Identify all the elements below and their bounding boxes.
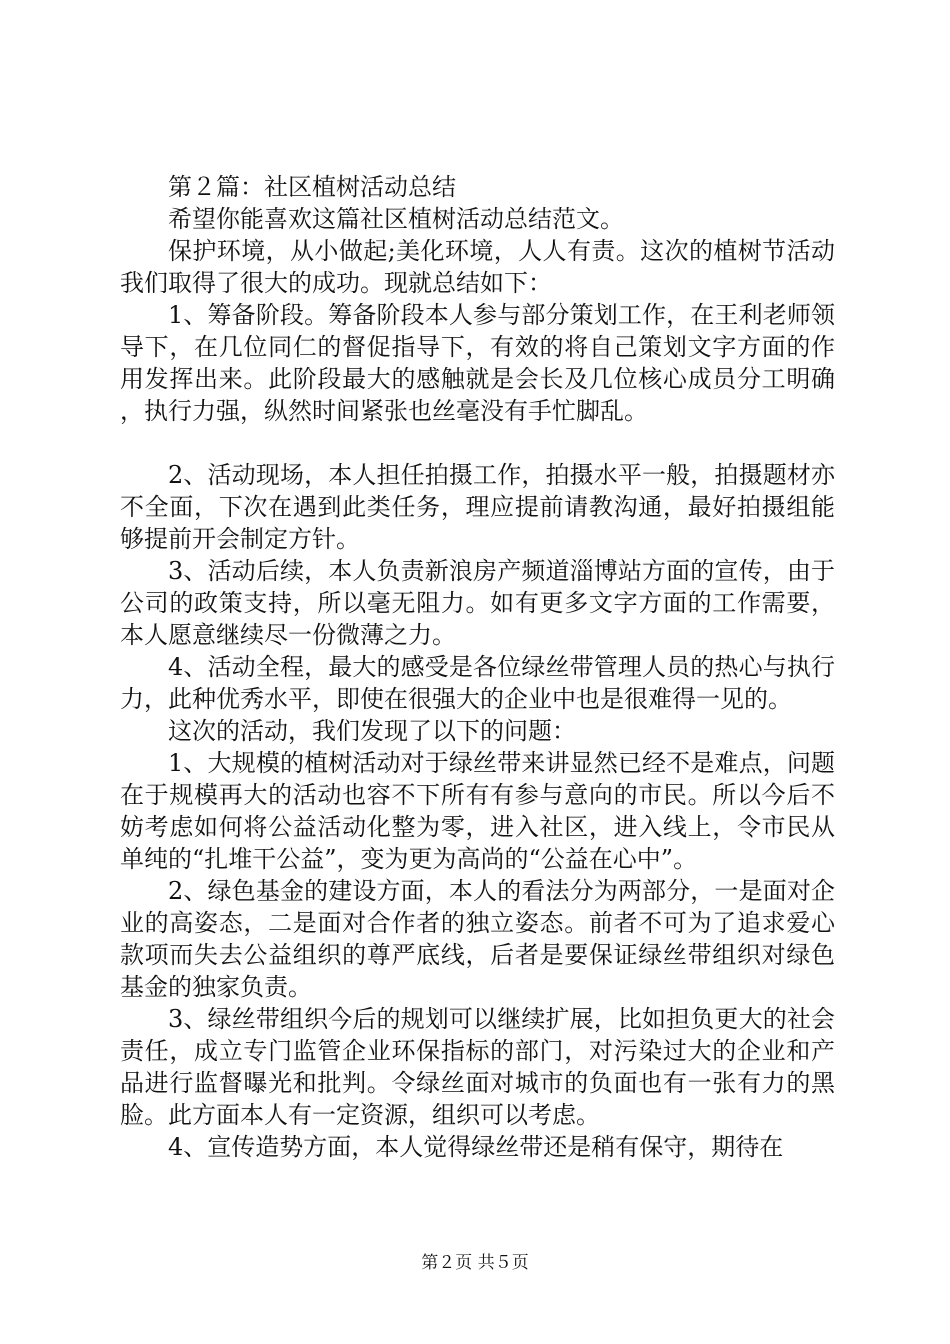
section-title: 第２篇：社区植树活动总结 [168, 173, 456, 201]
page-number-footer: 第２页 共５页 [421, 1253, 529, 1273]
problem-publicity: 4、宣传造势方面，本人觉得绿丝带还是稍有保守，期待在 [168, 1133, 784, 1161]
problems-heading: 这次的活动，我们发现了以下的问题： [168, 717, 576, 745]
item-followup: 3、活动后续，本人负责新浪房产频道淄博站方面的宣传，由于公司的政策支持，所以毫无阻力。如有更多文字方面的工作需要，本人愿意继续尽一份微薄之力。 [120, 557, 835, 649]
problem-green-fund: 2、绿色基金的建设方面，本人的看法分为两部分，一是面对企业的高姿态，二是面对合作者的独立姿态。前者不可为了追求爱心款项而失去公益组织的尊严底线，后者是要保证绿丝带组织对绿色基金的独家负责。 [120, 877, 835, 1001]
item-overall: 4、活动全程，最大的感受是各位绿丝带管理人员的热心与执行力，此种优秀水平，即使在很强大的企业中也是很难得一见的。 [120, 653, 835, 713]
intro-paragraph: 希望你能喜欢这篇社区植树活动总结范文。 [168, 205, 624, 233]
item-preparation: 1、筹备阶段。筹备阶段本人参与部分策划工作，在王利老师领导下，在几位同仁的督促指导下，有效的将自己策划文字方面的作用发挥出来。此阶段最大的感触就是会长及几位核心成员分工明确，执行力强，纵然时间紧张也丝毫没有手忙脚乱。 [120, 301, 835, 425]
item-onsite: 2、活动现场，本人担任拍摄工作，拍摄水平一般，拍摄题材亦不全面，下次在遇到此类任务，理应提前请教沟通，最好拍摄组能够提前开会制定方针。 [120, 461, 835, 553]
document-body [120, 171, 835, 1163]
problem-planning: 3、绿丝带组织今后的规划可以继续扩展，比如担负更大的社会责任，成立专门监管企业环保指标的部门，对污染过大的企业和产品进行监督曝光和批判。令绿丝面对城市的负面也有一张有力的黑脸。此方面本人有一定资源，组织可以考虑。 [120, 1005, 835, 1129]
problem-scale: 1、大规模的植树活动对于绿丝带来讲显然已经不是难点，问题在于规模再大的活动也容不下所有有参与意向的市民。所以今后不妨考虑如何将公益活动化整为零，进入社区，进入线上，令市民从单纯的“扎堆干公益”，变为更为高尚的“公益在心中”。 [120, 749, 835, 873]
summary-paragraph: 保护环境，从小做起;美化环境，人人有责。这次的植树节活动我们取得了很大的成功。现就总结如下： [120, 237, 835, 297]
